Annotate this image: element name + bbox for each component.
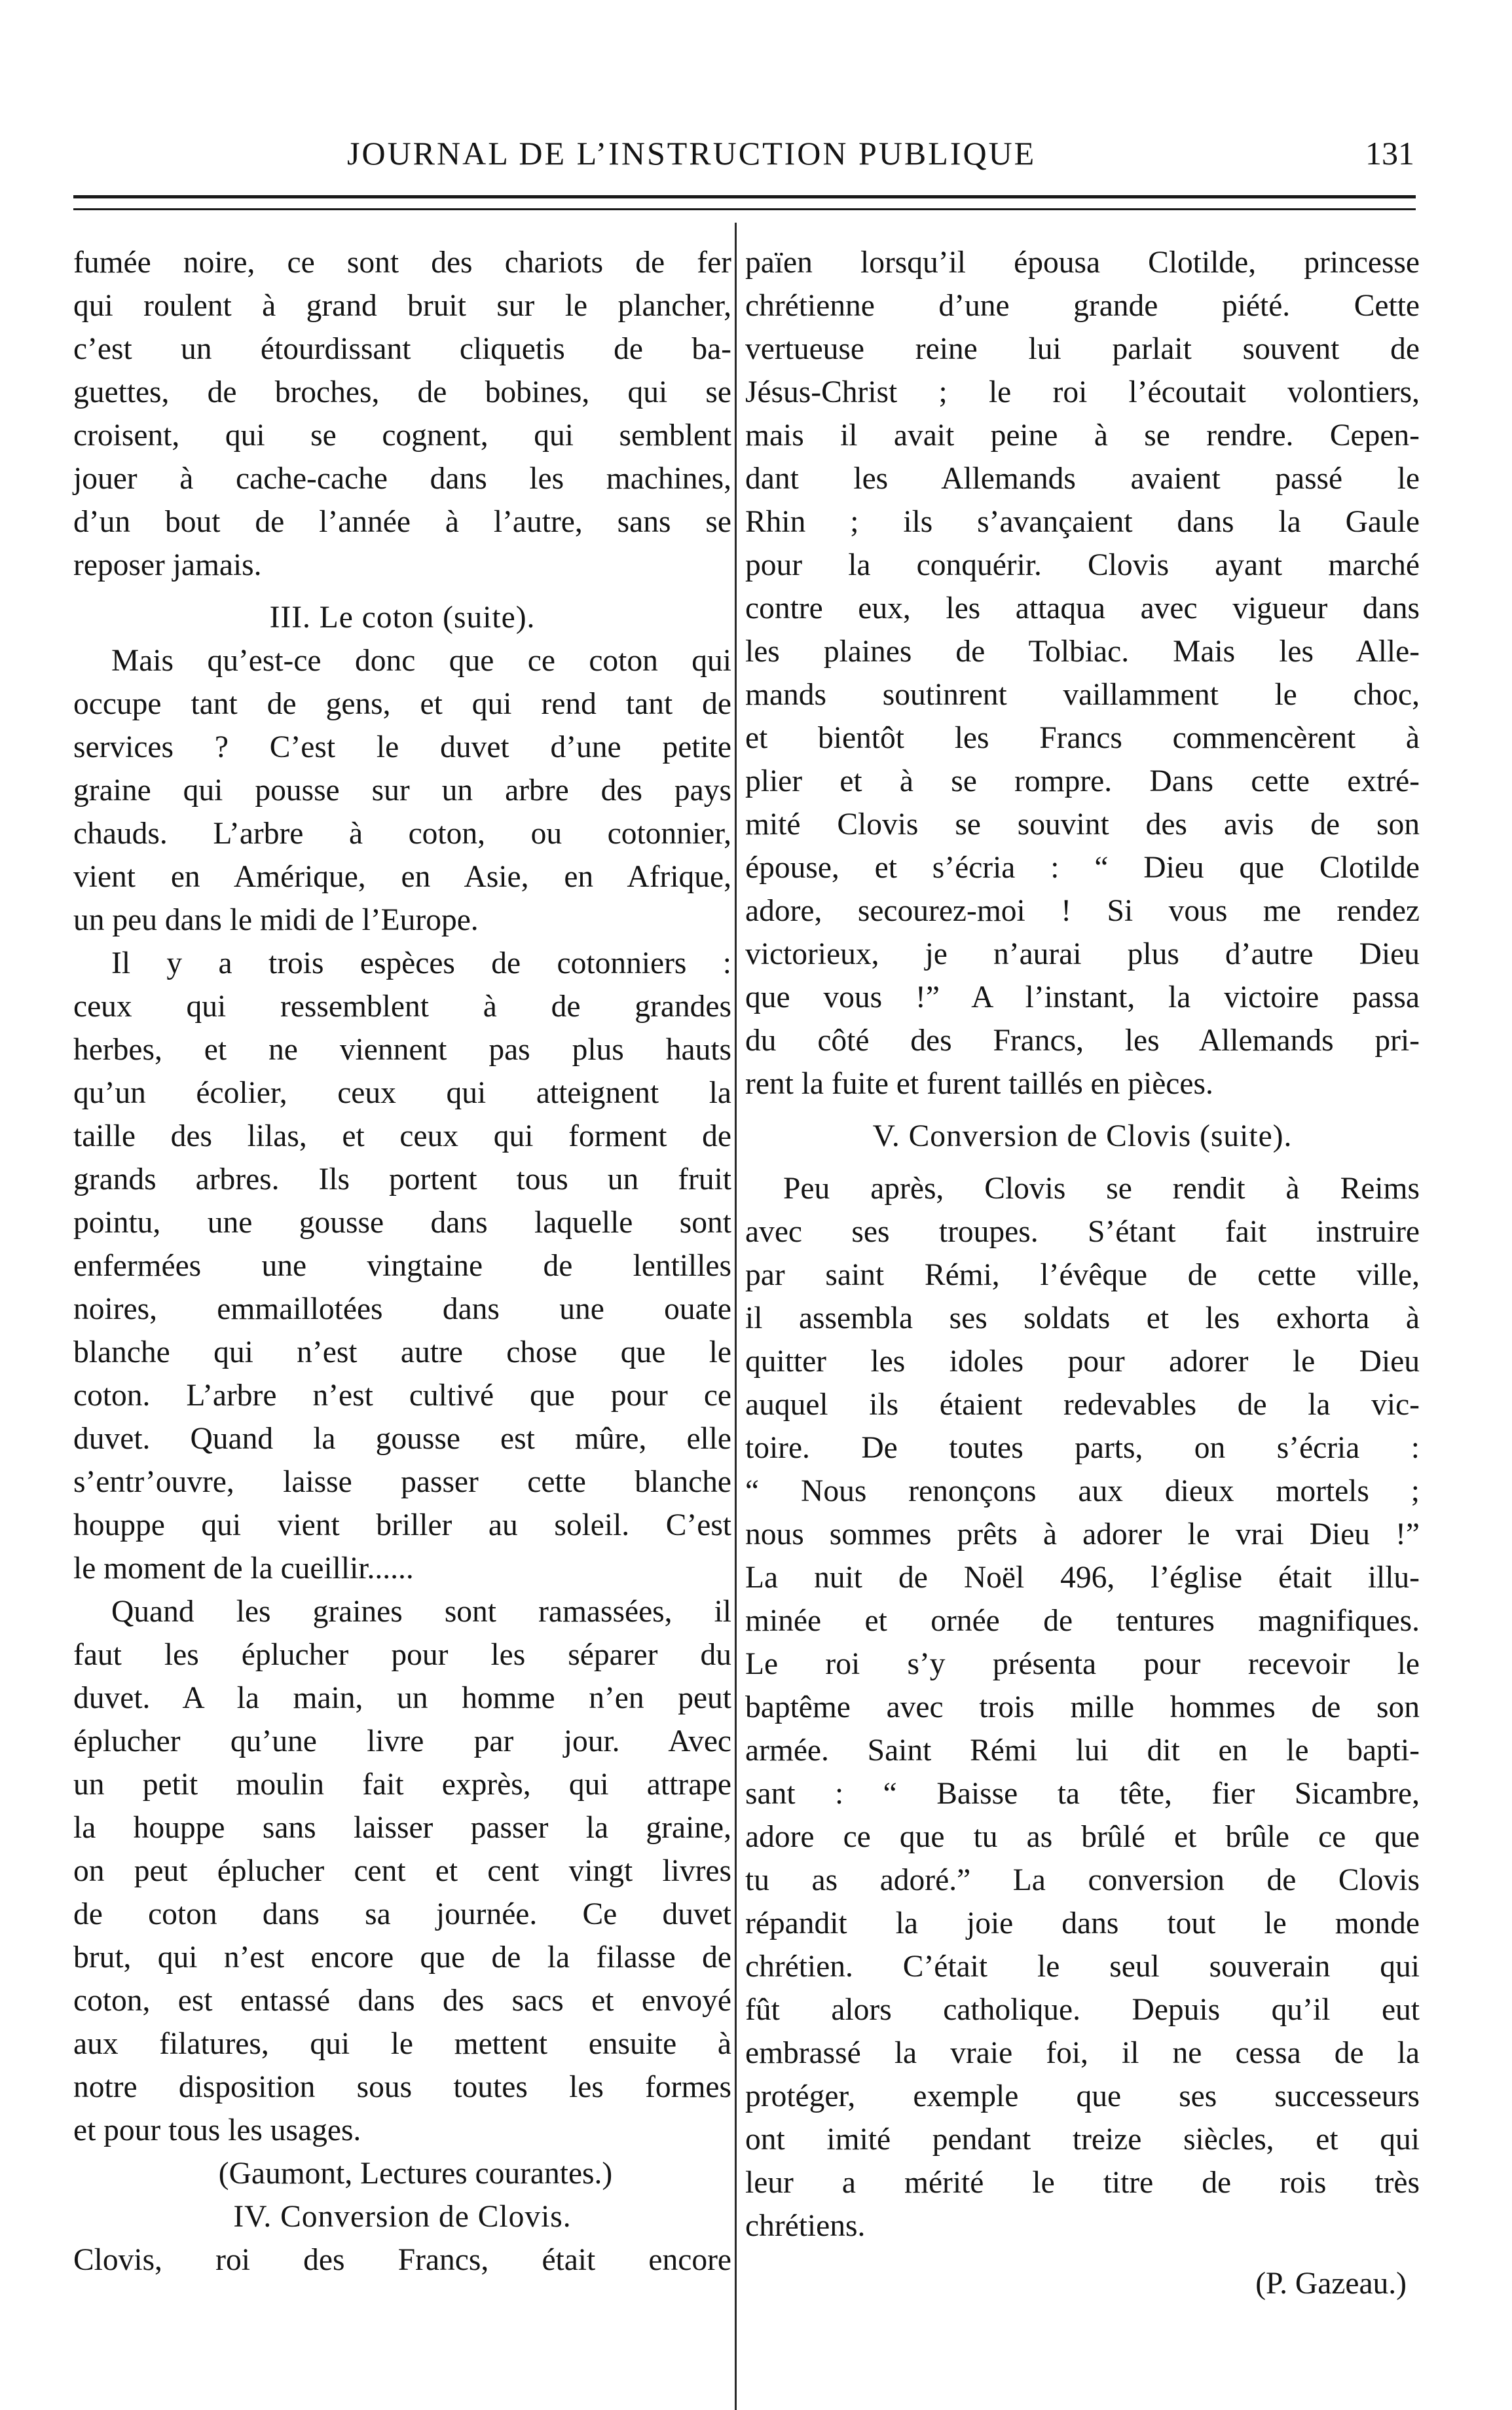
spacer [745, 1158, 1420, 1167]
paragraph-line: aux filatures, qui le mettent ensuite à [73, 2027, 731, 2061]
paragraph-line: mité Clovis se souvint des avis de son [745, 807, 1420, 842]
attribution: (Gaumont, Lectures courantes.) [218, 2157, 613, 2191]
paragraph-line: toire. De toutes parts, on s’écria : [745, 1431, 1420, 1465]
paragraph-line: plier et à se rompre. Dans cette extré- [745, 764, 1420, 798]
paragraph-line: quitter les idoles pour adorer le Dieu [745, 1344, 1420, 1379]
paragraph-line: que vous !” A l’instant, la victoire passa [745, 980, 1420, 1014]
paragraph-line: et pour tous les usages. [73, 2113, 361, 2147]
running-title: JOURNAL DE L’INSTRUCTION PUBLIQUE [347, 135, 1037, 172]
paragraph-line: occupe tant de gens, et qui rend tant de [73, 687, 731, 721]
paragraph-line: auquel ils étaient redevables de la vic- [745, 1388, 1420, 1422]
paragraph-line: chauds. L’arbre à coton, ou cotonnier, [73, 817, 731, 851]
paragraph-line: sant : “ Baisse ta tête, fier Sicambre, [745, 1777, 1420, 1811]
paragraph-line: Clovis, roi des Francs, était encore [73, 2243, 731, 2277]
paragraph-line: du côté des Francs, les Allemands pri- [745, 1024, 1420, 1058]
paragraph-line: répandit la joie dans tout le monde [745, 1906, 1420, 1940]
paragraph-line: leur a mérité le titre de rois très [745, 2166, 1420, 2200]
paragraph-line: chrétiens. [745, 2209, 866, 2243]
paragraph-line: adore, secourez-moi ! Si vous me rendez [745, 894, 1420, 928]
paragraph-line: s’entr’ouvre, laisse passer cette blanche [73, 1465, 731, 1499]
paragraph-line: qui roulent à grand bruit sur le plancher, [73, 289, 731, 323]
paragraph-line: tu as adoré.” La conversion de Clovis [745, 1863, 1420, 1897]
paragraph-line: coton, est entassé dans des sacs et envoyé [73, 1984, 731, 2018]
paragraph-line: faut les éplucher pour les séparer du [73, 1638, 731, 1672]
paragraph-line: Peu après, Clovis se rendit à Reims [783, 1172, 1420, 1206]
paragraph-line: Jésus-Christ ; le roi l’écoutait volontiers, [745, 375, 1420, 409]
paragraph-line: dant les Allemands avaient passé le [745, 462, 1420, 496]
paragraph-line: un peu dans le midi de l’Europe. [73, 903, 479, 937]
paragraph-line: Le roi s’y présenta pour recevoir le [745, 1647, 1420, 1681]
paragraph-line: païen lorsqu’il épousa Clotilde, princesse [745, 246, 1420, 280]
paragraph-line: duvet. Quand la gousse est mûre, elle [73, 1422, 731, 1456]
left-column [73, 241, 731, 2282]
paragraph-line: fumée noire, ce sont des chariots de fer [73, 246, 731, 280]
paragraph-line: Quand les graines sont ramassées, il [111, 1595, 731, 1629]
paragraph-line: épouse, et s’écria : “ Dieu que Clotilde [745, 851, 1420, 885]
paragraph-line: notre disposition sous toutes les formes [73, 2070, 731, 2104]
spacer [73, 587, 731, 596]
paragraph-line: c’est un étourdissant cliquetis de ba- [73, 332, 731, 366]
spacer [745, 1105, 1420, 1115]
paragraph-line: les plaines de Tolbiac. Mais les Alle- [745, 635, 1420, 669]
paragraph-line: brut, qui n’est encore que de la filasse de [73, 1940, 731, 1974]
paragraph-line: contre eux, les attaqua avec vigueur dans [745, 591, 1420, 625]
paragraph-line: jouer à cache-cache dans les machines, [73, 462, 731, 496]
paragraph-line: baptême avec trois mille hommes de son [745, 1690, 1420, 1724]
paragraph-line: le moment de la cueillir...... [73, 1551, 414, 1585]
paragraph-line: pour la conquérir. Clovis ayant marché [745, 548, 1420, 582]
paragraph-line: embrassé la vraie foi, il ne cessa de la [745, 2036, 1420, 2070]
paragraph-line: minée et ornée de tentures magnifiques. [745, 1604, 1420, 1638]
paragraph-line: graine qui pousse sur un arbre des pays [73, 773, 731, 807]
paragraph-line: Mais qu’est-ce donc que ce coton qui [111, 644, 731, 678]
paragraph-line: adore ce que tu as brûlé et brûle ce que [745, 1820, 1420, 1854]
paragraph-line: éplucher qu’une livre par jour. Avec [73, 1724, 731, 1758]
paragraph-line: guettes, de broches, de bobines, qui se [73, 375, 731, 409]
section-heading: III. Le coton (suite). [269, 601, 536, 635]
right-column [745, 241, 1420, 2305]
paragraph-line: la houppe sans laisser passer la graine, [73, 1811, 731, 1845]
paragraph-line: herbes, et ne viennent pas plus hauts [73, 1033, 731, 1067]
paragraph-line: armée. Saint Rémi lui dit en le bapti- [745, 1733, 1420, 1768]
paragraph-line: coton. L’arbre n’est cultivé que pour ce [73, 1379, 731, 1413]
paragraph-line: enfermées une vingtaine de lentilles [73, 1249, 731, 1283]
paragraph-line: nous sommes prêts à adorer le vrai Dieu !” [745, 1517, 1420, 1551]
paragraph-line: reposer jamais. [73, 548, 262, 582]
page-number: 131 [1365, 135, 1414, 172]
paragraph-line: blanche qui n’est autre chose que le [73, 1335, 731, 1369]
section-heading: V. Conversion de Clovis (suite). [872, 1119, 1293, 1153]
paragraph-line: chrétien. C’était le seul souverain qui [745, 1950, 1420, 1984]
paragraph-line: duvet. A la main, un homme n’en peut [73, 1681, 731, 1715]
paragraph-line: “ Nous renonçons aux dieux mortels ; [745, 1474, 1420, 1508]
paragraph-line: fût alors catholique. Depuis qu’il eut [745, 1993, 1420, 2027]
paragraph-line: il assembla ses soldats et les exhorta à [745, 1301, 1420, 1335]
header-rule-thin [73, 208, 1416, 210]
paragraph-line: mands soutinrent vaillamment le choc, [745, 678, 1420, 712]
paragraph-line: houppe qui vient briller au soleil. C’est [73, 1508, 731, 1542]
paragraph-line: Il y a trois espèces de cotonniers : [111, 946, 731, 980]
paragraph-line: ont imité pendant treize siècles, et qui [745, 2123, 1420, 2157]
paragraph-line: taille des lilas, et ceux qui forment de [73, 1119, 731, 1153]
paragraph-line: par saint Rémi, l’évêque de cette ville, [745, 1258, 1420, 1292]
paragraph-line: avec ses troupes. S’étant fait instruire [745, 1215, 1420, 1249]
paragraph-line: ceux qui ressemblent à de grandes [73, 990, 731, 1024]
section-heading: IV. Conversion de Clovis. [233, 2200, 572, 2234]
column-divider [735, 223, 737, 2410]
paragraph-line: noires, emmaillotées dans une ouate [73, 1292, 731, 1326]
paragraph-line: qu’un écolier, ceux qui atteignent la [73, 1076, 731, 1110]
paragraph-line: protéger, exemple que ses successeurs [745, 2079, 1420, 2113]
paragraph-line: La nuit de Noël 496, l’église était illu- [745, 1561, 1420, 1595]
paragraph-line: mais il avait peine à se rendre. Cepen- [745, 418, 1420, 453]
paragraph-line: rent la fuite et furent taillés en pièces. [745, 1067, 1213, 1101]
paragraph-line: chrétienne d’une grande piété. Cette [745, 289, 1420, 323]
header-rule-thick [73, 195, 1416, 198]
paragraph-line: grands arbres. Ils portent tous un fruit [73, 1162, 731, 1196]
paragraph-line: vertueuse reine lui parlait souvent de [745, 332, 1420, 366]
paragraph-line: victorieux, je n’aurai plus d’autre Dieu [745, 937, 1420, 971]
paragraph-line: Rhin ; ils s’avançaient dans la Gaule [745, 505, 1420, 539]
paragraph-line: vient en Amérique, en Asie, en Afrique, [73, 860, 731, 894]
paragraph-line: d’un bout de l’année à l’autre, sans se [73, 505, 731, 539]
paragraph-line: de coton dans sa journée. Ce duvet [73, 1897, 731, 1931]
paragraph-line: croisent, qui se cognent, qui semblent [73, 418, 731, 453]
page-header [72, 134, 1414, 180]
paragraph-line: pointu, une gousse dans laquelle sont [73, 1206, 731, 1240]
paragraph-line: un petit moulin fait exprès, qui attrape [73, 1768, 731, 1802]
paragraph-line: on peut éplucher cent et cent vingt livres [73, 1854, 731, 1888]
paragraph-line: et bientôt les Francs commencèrent à [745, 721, 1420, 755]
paragraph-line: services ? C’est le duvet d’une petite [73, 730, 731, 764]
attribution: (P. Gazeau.) [1255, 2267, 1407, 2301]
